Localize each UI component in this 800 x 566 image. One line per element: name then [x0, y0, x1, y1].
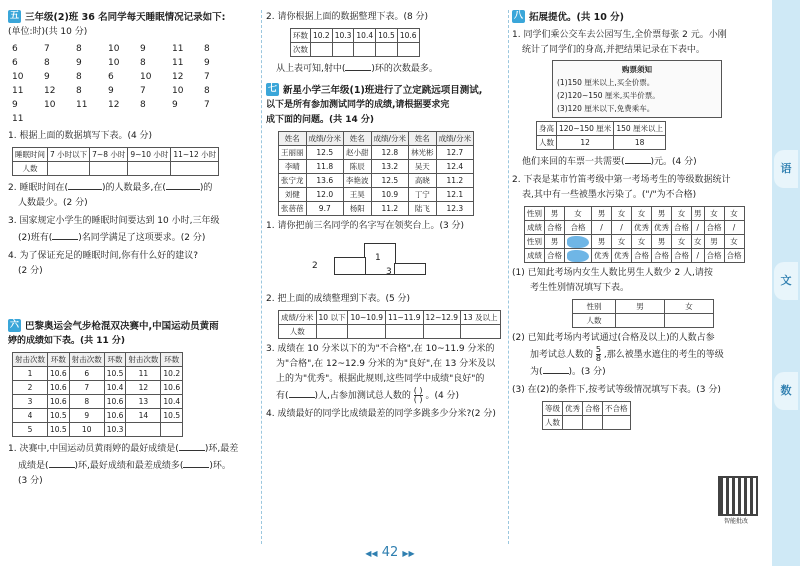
table-header-cell: 9~10 小时 — [128, 148, 171, 162]
table-cell: 男 — [652, 207, 672, 221]
table-cell: / — [692, 221, 705, 235]
table-header-cell: 10.2 — [311, 29, 333, 43]
table-header-cell: 成绩/分米 — [306, 132, 344, 146]
sleep-value: 7 — [44, 44, 50, 54]
table-cell: 10.5 — [104, 367, 126, 381]
table-row — [13, 409, 183, 423]
table-cell: 13 — [126, 395, 161, 409]
ink-blot-icon — [567, 250, 589, 262]
table-header-cell: 女 — [665, 300, 714, 314]
s5-question-4: 4. 为了保证充足的睡眠时间,你有什么好的建议? — [8, 251, 199, 261]
sleep-row-label: 人数 — [13, 162, 48, 176]
table-row — [13, 367, 183, 381]
table-cell: 男 — [545, 207, 565, 221]
table-row — [279, 188, 474, 202]
table-cell: 男 — [545, 235, 565, 249]
table-cell: 12.1 — [436, 188, 474, 202]
sleep-value: 9 — [204, 58, 210, 68]
table-header-cell: 成绩/分米 — [279, 311, 317, 325]
table-cell: 18 — [614, 136, 666, 150]
s7-question-1: 1. 请你把前三名同学的名字写在领奖台上。(3 分) — [266, 221, 465, 231]
table-cell: 性别 — [525, 235, 545, 249]
table-cell: 合格 — [704, 221, 724, 235]
table-cell: 12.8 — [371, 146, 409, 160]
table-cell: 12.4 — [436, 160, 474, 174]
table-cell: 合格 — [724, 249, 744, 263]
table-cell: 女 — [612, 207, 632, 221]
sleep-value: 9 — [76, 58, 82, 68]
sleep-value: 10 — [172, 86, 184, 96]
s8-sub-3: (3) 在(2)的条件下,按考试等级情况填写下表。(3 分) — [512, 385, 721, 395]
table-cell: 11.2 — [371, 202, 409, 216]
table-header-cell: 10 以下 — [316, 311, 348, 325]
sleep-value: 6 — [12, 44, 18, 54]
table-cell: 男 — [592, 207, 612, 221]
table-header-cell: 环数 — [104, 353, 126, 367]
table-cell: 男 — [652, 235, 672, 249]
table-header-cell: 合格 — [583, 402, 603, 416]
table-cell: / — [592, 221, 612, 235]
table-cell: 王丽丽 — [279, 146, 307, 160]
table-cell: 人数 — [537, 136, 557, 150]
sleep-value: 7 — [204, 100, 210, 110]
table-header-cell: 成绩/分米 — [371, 132, 409, 146]
table-header-cell: 10.6 — [397, 29, 419, 43]
s5-question-1: 1. 根据上面的数据填写下表。(4 分) — [8, 131, 153, 141]
sleep-value: 9 — [108, 86, 114, 96]
height-table — [536, 121, 666, 150]
sleep-value: 10 — [12, 72, 24, 82]
table-header-cell: 性别 — [573, 300, 616, 314]
sleep-value: 8 — [204, 86, 210, 96]
s8-sub-1: (1) 已知此考场内女生人数比男生人数少 2 人,请按 — [512, 268, 713, 278]
ticket-notice: 购票须知 (1)150 厘米以上,买全价票。 (2)120~150 厘米,买半价票。 (3)120 厘米以下,免费乘车。 — [552, 60, 722, 118]
table-header-cell: 等级 — [543, 402, 563, 416]
table-cell: 张宁龙 — [279, 174, 307, 188]
table-row — [279, 174, 474, 188]
table-cell: 男 — [692, 207, 705, 221]
sleep-value: 10 — [44, 100, 56, 110]
sleep-value: 11 — [12, 86, 24, 96]
table-header-cell: 身高 — [537, 122, 557, 136]
s8-sub-2: (2) 已知此考场内考试通过(合格及以上)的人数占参 — [512, 333, 715, 343]
table-cell: 12.3 — [436, 202, 474, 216]
s6-question-2: 2. 请你根据上面的数据整理下表。(8 分) — [266, 12, 429, 22]
table-row — [525, 249, 745, 263]
section-5-unit: (单位:时)(共 10 分) — [8, 27, 88, 37]
table-row — [13, 395, 183, 409]
table-cell: 优秀 — [652, 221, 672, 235]
table-cell: 合格 — [545, 249, 565, 263]
section-6-title: 六 巴黎奥运会气步枪混双决赛中,中国运动员黄雨 — [9, 320, 219, 332]
sleep-value: 12 — [172, 72, 184, 82]
sleep-value: 9 — [172, 100, 178, 110]
table-cell: 林光彬 — [409, 146, 437, 160]
table-cell: 赵小甜 — [344, 146, 372, 160]
sleep-value: 10 — [108, 44, 120, 54]
fraction-blank: $\frac{( )}{( )}$ — [413, 386, 423, 404]
table-header-cell: 120~150 厘米 — [557, 122, 614, 136]
table-row — [13, 381, 183, 395]
qr-code-icon[interactable] — [718, 476, 758, 516]
s5-question-2: 2. 睡眠时间在( )的人数最多,在( )的 — [8, 179, 258, 196]
table-cell: 1 — [13, 367, 48, 381]
table-cell: 10.3 — [104, 423, 126, 437]
column-middle: 2. 请你根据上面的数据整理下表。(8 分) 环数 10.2 10.3 10.4 10.5 10.6 次数 从上表可知,射中( )环的次数最多。 七 新星小学三年级(1)班进行了立定跳远项目测试, 以下是所有参加测试同学的成绩,请根据要求完 成下面的问题。(共 14 分) 姓名 成绩/分米 姓名 成绩/分米 姓名 成绩/分米 王丽丽 12.5 赵小甜 12.8 林光彬 12.7 李晴 11.8 陈辰 13.2 吴天 12.4 张宁龙 13.6 李艳波 12.5 高晓 11.2 刘健 12.0 王昊 10.9 丁宁 12.1 张蓓蓓 9.7 杨阳 11.2 陆飞 12.3 1. 请你把前三名同学的名字写在领奖台上。(3 分) 1 2 3 2. 把上面的成绩整理到下表。(5 分) 成绩/分米 10 以下 10~10.9 11~11.9 12~12.9 13 及以上 人数 3. 成绩在 10 分米以下的为"不合格",在 10~11.9 分米的 为"合格",在 12~12.9 分米的为"良好",在 13 分米及以 上的为"优秀"。根据此规则,这些同学中成绩"良好"的 有( )人,占参加测试总人数的 $\frac{( )}{( )}$ 。(4 分) 4. 成绩最好的同学比成绩最差的同学多跳多少分米?(2 分) — [266, 10, 506, 544]
table-cell: 合格 — [632, 249, 652, 263]
table-cell: 陈辰 — [344, 160, 372, 174]
table-cell: 王昊 — [344, 188, 372, 202]
s8-question-1: 1. 同学们乘公交车去公园写生,全价票每张 2 元。小刚 — [512, 30, 727, 40]
table-cell: 12.0 — [306, 188, 344, 202]
table-cell: 性别 — [525, 207, 545, 221]
table-cell: 合格 — [652, 249, 672, 263]
table-row — [525, 207, 745, 221]
table-cell: 优秀 — [612, 249, 632, 263]
table-cell: / — [612, 221, 632, 235]
table-cell: 合格 — [672, 249, 692, 263]
table-cell: 7 — [69, 381, 104, 395]
table-cell: / — [724, 221, 744, 235]
table-cell: 女 — [632, 235, 652, 249]
table-cell: 张蓓蓓 — [279, 202, 307, 216]
next-arrow-icon[interactable]: ▶▶ — [402, 549, 415, 558]
table-cell: 合格 — [565, 221, 592, 235]
gender-table: 性别 男 女 人数 — [572, 299, 714, 328]
table-header-cell: 10.3 — [332, 29, 354, 43]
table-cell — [161, 423, 183, 437]
table-cell — [126, 423, 161, 437]
podium-third — [394, 263, 426, 275]
table-header-cell: 7 小时以下 — [48, 148, 90, 162]
table-cell: 12.5 — [371, 174, 409, 188]
section-8-title: 八 拓展提优。(共 10 分) — [513, 11, 625, 23]
sleep-value: 10 — [108, 58, 120, 68]
table-header-cell: 10.5 — [376, 29, 398, 43]
s8-question-2: 2. 下表是某市竹笛考级中第一考场考生的等级数据统计 — [512, 175, 731, 185]
table-header-cell: 150 厘米以上 — [614, 122, 666, 136]
table-cell: 女 — [612, 235, 632, 249]
table-row — [279, 160, 474, 174]
table-cell — [565, 249, 592, 263]
table-cell: 高晓 — [409, 174, 437, 188]
table-cell: 10.2 — [161, 367, 183, 381]
table-row — [279, 146, 474, 160]
table-cell: 成绩 — [525, 221, 545, 235]
sleep-value: 8 — [204, 44, 210, 54]
table-cell: 女 — [704, 207, 724, 221]
table-cell: 女 — [692, 235, 705, 249]
table-header-cell: 优秀 — [563, 402, 583, 416]
sleep-data-grid — [12, 42, 258, 126]
table-cell: 9 — [69, 409, 104, 423]
jump-table — [278, 131, 474, 216]
sleep-value: 11 — [12, 114, 24, 124]
table-cell: 成绩 — [525, 249, 545, 263]
table-cell: 合格 — [672, 221, 692, 235]
table-cell: 10 — [69, 423, 104, 437]
table-cell: 11.8 — [306, 160, 344, 174]
sleep-value: 6 — [108, 72, 114, 82]
podium: 1 2 3 — [306, 237, 486, 289]
sleep-table — [12, 147, 219, 176]
table-cell: 10.5 — [48, 409, 70, 423]
sleep-value: 8 — [76, 86, 82, 96]
table-cell: 杨阳 — [344, 202, 372, 216]
table-header-cell: 射击次数 — [126, 353, 161, 367]
table-cell: 李晴 — [279, 160, 307, 174]
sleep-value: 9 — [44, 72, 50, 82]
table-cell: 10.6 — [161, 381, 183, 395]
table-header-cell: 男 — [616, 300, 665, 314]
table-cell: 10.4 — [104, 381, 126, 395]
sleep-value: 6 — [12, 58, 18, 68]
table-cell: 14 — [126, 409, 161, 423]
s6-question-3: 从上表可知,射中( )环的次数最多。 — [266, 60, 506, 77]
grade-table — [524, 206, 745, 263]
table-header-cell: 11~12 小时 — [171, 148, 219, 162]
fraction-five-eighths: $\frac{5}{8}$ — [595, 345, 601, 363]
sleep-value: 8 — [140, 58, 146, 68]
table-row — [525, 221, 745, 235]
table-cell: 10.9 — [371, 188, 409, 202]
page-number: 42 — [381, 545, 399, 560]
table-cell: 李艳波 — [344, 174, 372, 188]
table-cell: 10.6 — [48, 395, 70, 409]
divider-2 — [508, 10, 509, 544]
table-cell: 4 — [13, 409, 48, 423]
table-cell: 3 — [13, 395, 48, 409]
table-cell: 12 — [126, 381, 161, 395]
column-right: 八 拓展提优。(共 10 分) 1. 同学们乘公交车去公园写生,全价票每张 2 元。小刚 统计了同学们的身高,并把结果记录在下表中。 购票须知 (1)150 厘米以上,买全价票。 (2)120~150 厘米,买半价票。 (3)120 厘米以下,免费乘车。 身高 120~150 厘米 150 厘米以上 人数 12 18 他们来回的车票一共需要( )元。(4 分) 2. 下表是某市竹笛考级中第一考场考生的等级数据统计 表,其中有一些被墨水污染了。("/"为不合格) 性别 男 女 男 女 女 男 女 男 女 女 成绩 合格 合格 / / 优秀 优秀 合格 / 合格 / 性别 男 男 女 女 男 女 女 男 女 成绩 合格 优秀 优秀 合格 合格 合格 / 合格 合格 (1) 已知此考场内女生人数比男生人数少 2 人,请按 考生性别情况填写下表。 性别 男 女 人数 (2) 已知此考场内考试通过(合格及以上)的人数占参 加考试总人数的 $\frac{5}{8}$ ,那么被墨水遮住的考生的等级 为( )。(3 分) (3) 在(2)的条件下,按考试等级情况填写下表。(3 分) 等级 优秀 合格 不合格 人数 智能批改 — [512, 10, 762, 544]
sleep-value: 11 — [76, 100, 88, 110]
table-cell: 刘健 — [279, 188, 307, 202]
table-cell: 男 — [592, 235, 612, 249]
podium-second — [334, 257, 366, 275]
table-cell: 吴天 — [409, 160, 437, 174]
s7-question-2: 2. 把上面的成绩整理到下表。(5 分) — [266, 294, 411, 304]
rings-table: 环数 10.2 10.3 10.4 10.5 10.6 次数 — [290, 28, 420, 57]
section-5-number: 五 — [9, 11, 19, 21]
table-cell: 11 — [126, 367, 161, 381]
table-header-cell: 10~10.9 — [348, 311, 386, 325]
table-cell: 丁宁 — [409, 188, 437, 202]
table-header-cell: 成绩/分米 — [436, 132, 474, 146]
table-row — [525, 235, 745, 249]
table-header-cell: 10.4 — [354, 29, 376, 43]
sleep-value: 8 — [140, 100, 146, 110]
table-cell: 女 — [724, 207, 744, 221]
table-row — [13, 423, 183, 437]
table-header-cell: 姓名 — [279, 132, 307, 146]
table-header-cell: 7~8 小时 — [90, 148, 128, 162]
jump-summary-table: 成绩/分米 10 以下 10~10.9 11~11.9 12~12.9 13 及以上 人数 — [278, 310, 501, 339]
page-footer — [360, 545, 420, 560]
sleep-value: 7 — [204, 72, 210, 82]
table-cell: 合格 — [545, 221, 565, 235]
s6-question-1: 1. 决赛中,中国运动员黄雨婷的最好成绩是( )环,最差 — [8, 440, 258, 457]
table-cell: 10.5 — [161, 409, 183, 423]
table-row — [279, 202, 474, 216]
section-7-title: 七 新星小学三年级(1)班进行了立定跳远项目测试, — [267, 84, 483, 96]
sleep-value: 7 — [140, 86, 146, 96]
table-cell: 合格 — [704, 249, 724, 263]
table-header-cell: 12~12.9 — [423, 311, 461, 325]
table-cell: 陆飞 — [409, 202, 437, 216]
rail-tab-1[interactable]: 语 — [774, 150, 798, 188]
table-cell: / — [692, 249, 705, 263]
s5-question-3: 3. 国家规定小学生的睡眠时间要达到 10 小时,三年级 — [8, 216, 220, 226]
table-cell: 10.6 — [104, 409, 126, 423]
table-cell: 男 — [704, 235, 724, 249]
table-cell: 13.6 — [306, 174, 344, 188]
table-header-cell: 射击次数 — [69, 353, 104, 367]
sleep-value: 11 — [172, 44, 184, 54]
table-cell: 优秀 — [632, 221, 652, 235]
table-cell: 6 — [69, 367, 104, 381]
table-cell: 8 — [69, 395, 104, 409]
sleep-value: 12 — [44, 86, 56, 96]
table-cell: 女 — [672, 235, 692, 249]
table-header-cell: 姓名 — [344, 132, 372, 146]
table-header-cell: 姓名 — [409, 132, 437, 146]
sleep-value: 8 — [76, 72, 82, 82]
level-table: 等级 优秀 合格 不合格 人数 — [542, 401, 631, 430]
sleep-value: 8 — [44, 58, 50, 68]
sleep-value: 8 — [76, 44, 82, 54]
table-cell: 女 — [632, 207, 652, 221]
table-cell: 10.4 — [161, 395, 183, 409]
table-cell: 10.6 — [48, 381, 70, 395]
table-cell: 2 — [13, 381, 48, 395]
sleep-value: 9 — [140, 44, 146, 54]
table-cell: 12 — [557, 136, 614, 150]
rail-tab-2[interactable]: 文 — [774, 262, 798, 300]
rail-tab-3[interactable]: 数 — [774, 372, 798, 410]
sleep-value: 10 — [140, 72, 152, 82]
table-header-cell: 睡眠时间 — [13, 148, 48, 162]
side-rail — [772, 0, 800, 566]
table-cell: 12.7 — [436, 146, 474, 160]
shooting-table — [12, 352, 183, 437]
table-header-cell: 13 及以上 — [461, 311, 500, 325]
section-5-title: 五 三年级(2)班 36 名同学每天睡眠情况记录如下: — [9, 11, 226, 23]
prev-arrow-icon[interactable]: ◀◀ — [365, 549, 378, 558]
s7-question-3: 3. 成绩在 10 分米以下的为"不合格",在 10~11.9 分米的 — [266, 344, 495, 354]
table-header-cell: 环数 — [48, 353, 70, 367]
table-cell: 5 — [13, 423, 48, 437]
sleep-value: 9 — [12, 100, 18, 110]
sleep-value: 11 — [172, 58, 184, 68]
ink-blot-icon — [567, 236, 589, 248]
divider-1 — [261, 10, 262, 544]
s7-question-4: 4. 成绩最好的同学比成绩最差的同学多跳多少分米?(2 分) — [266, 409, 496, 419]
column-left: 五 三年级(2)班 36 名同学每天睡眠情况记录如下: (单位:时)(共 10 分) 6 7 8 10 9 11 8 6 8 9 10 8 11 9 10 9 8 6 10 12 7 11 12 8 9 7 10 8 9 10 11 12 8 9 7 11 1. 根据上面的数据填写下表。(4 分) 睡眠时间 7 小时以下 7~8 小时 9~10 小时 11~12 小时 人数 2. 睡眠时间在( )的人数最多,在( )的 人数最少。(2 分) 3. 国家规定小学生的睡眠时间要达到 10 小时,三年级 (2)班有( )名同学满足了这项要求。(2 分) 4. 为了保证充足的睡眠时间,你有什么好的建议? (2 分) 六 巴黎奥运会气步枪混双决赛中,中国运动员黄雨 婷的成绩如下表。(共 11 分) 射击次数 环数 射击次数 环数 射击次数 环数 1 10.6 6 10.5 11 10.2 2 10.6 7 10.4 12 10.6 3 10.6 8 10.6 13 10.4 4 10.5 9 10.6 14 10.5 5 10.5 10 10.3 1. 决赛中,中国运动员黄雨婷的最好成绩是( )环,最差 成绩是( )环,最好成绩和最差成绩多( )环。 (3 分) — [8, 10, 258, 544]
table-cell: 女 — [724, 235, 744, 249]
table-cell: 10.5 — [48, 423, 70, 437]
table-cell: 12.5 — [306, 146, 344, 160]
table-cell: 10.6 — [48, 367, 70, 381]
table-header-cell: 环数 — [291, 29, 311, 43]
table-cell: 10.6 — [104, 395, 126, 409]
table-header-cell: 不合格 — [603, 402, 631, 416]
table-header-cell: 射击次数 — [13, 353, 48, 367]
table-header-cell: 11~11.9 — [386, 311, 424, 325]
table-cell: 11.2 — [436, 174, 474, 188]
table-cell: 女 — [672, 207, 692, 221]
sleep-value: 12 — [108, 100, 120, 110]
qr-caption: 智能批改 — [723, 518, 748, 525]
table-cell: 优秀 — [592, 249, 612, 263]
table-cell — [565, 235, 592, 249]
table-cell: 13.2 — [371, 160, 409, 174]
table-cell: 女 — [565, 207, 592, 221]
table-cell: 9.7 — [306, 202, 344, 216]
table-header-cell: 环数 — [161, 353, 183, 367]
